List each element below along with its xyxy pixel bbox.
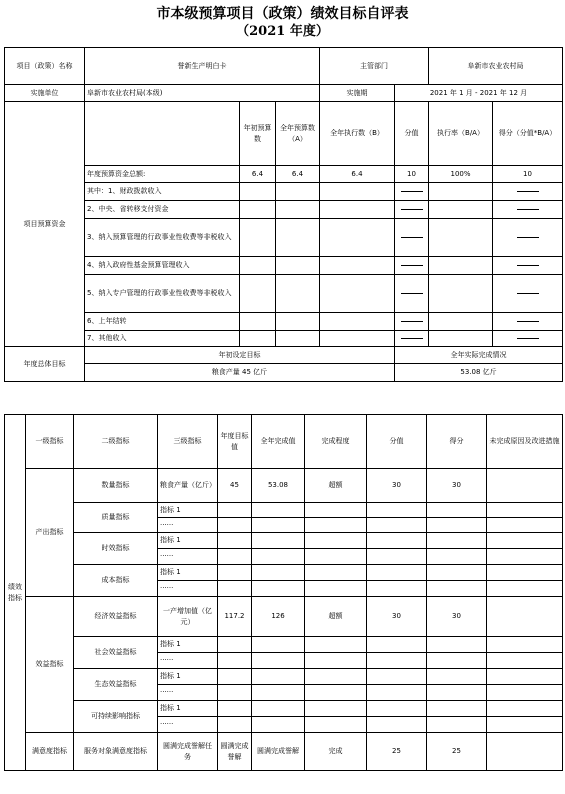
dash [493,201,563,219]
indicator: 指标 1 [158,701,218,717]
initial-goal-value: 粮食产量 45 亿斤 [85,364,395,382]
h-reason: 未完成原因及改进措施 [487,415,563,469]
budget-row-label: 5、纳入专户管理的行政事业性收费等非税收入 [85,275,240,313]
budget-rate: 100% [429,166,493,183]
h-done: 全年完成值 [252,415,305,469]
weight: 30 [367,469,427,503]
target: 45 [218,469,252,503]
satisfaction-label: 满意度指标 [26,733,74,771]
dept: 阜新市农业农村局 [429,48,563,85]
budget-header-blank [85,102,240,166]
budget-executed: 6.4 [320,166,395,183]
col-weight: 分值 [395,102,429,166]
col-score: 得分（分值*B/A） [493,102,563,166]
budget-score: 10 [493,166,563,183]
budget-section-label: 项目预算资金 [5,102,85,347]
page-title: 市本级预算项目（政策）绩效目标自评表 [156,6,409,22]
page-subtitle: （2021 年度） [236,24,329,39]
indicator: 指标 1 [158,503,218,518]
actual-goal-value: 53.08 亿斤 [395,364,563,382]
degree: 超额 [305,597,367,637]
weight: 30 [367,597,427,637]
budget-table [4,47,563,382]
period: 2021 年 1 月 - 2021 年 12 月 [395,85,563,102]
level3: 粮食产量（亿斤） [158,469,218,503]
level3: 一产增加值（亿元） [158,597,218,637]
level2: 时效指标 [74,533,158,565]
weight: 25 [367,733,427,771]
project-name: 誉新生产明白卡 [85,48,320,85]
dash [395,275,429,313]
level2: 社会效益指标 [74,637,158,669]
output-label: 产出指标 [26,469,74,597]
h-level3: 三级指标 [158,415,218,469]
h-target: 年度目标值 [218,415,252,469]
done: 圆满完成誉解 [252,733,305,771]
h-level1: 一级指标 [26,415,74,469]
budget-row-label: 2、中央、省转移支付资金 [85,201,240,219]
h-score: 得分 [427,415,487,469]
dash [493,275,563,313]
dots: ······ [158,581,218,597]
h-weight: 分值 [367,415,427,469]
dash [395,183,429,201]
budget-full: 6.4 [276,166,320,183]
budget-row-label: 7、其他收入 [85,331,240,347]
dots: ······ [158,549,218,565]
dash [395,257,429,275]
degree: 超额 [305,469,367,503]
level3: 圆满完成誉解任务 [158,733,218,771]
dots: ······ [158,518,218,533]
level2: 经济效益指标 [74,597,158,637]
dash [493,183,563,201]
performance-side-label: 绩效指标 [5,415,26,771]
col-executed: 全年执行数（B） [320,102,395,166]
target: 117.2 [218,597,252,637]
level2: 可持续影响指标 [74,701,158,733]
period-label: 实施期 [320,85,395,102]
col-exec-rate: 执行率（B/A） [429,102,493,166]
indicator: 指标 1 [158,637,218,653]
dash [493,331,563,347]
degree: 完成 [305,733,367,771]
budget-weight: 10 [395,166,429,183]
dash [493,219,563,257]
dash [395,201,429,219]
level2: 质量指标 [74,503,158,533]
dash [395,313,429,331]
dash [395,331,429,347]
level2: 生态效益指标 [74,669,158,701]
dash [493,257,563,275]
annual-goal-label: 年度总体目标 [5,347,85,382]
dash [493,313,563,331]
score: 30 [427,597,487,637]
level2: 数量指标 [74,469,158,503]
performance-table [4,414,563,771]
budget-row-label: 4、纳入政府性基金预算管理收入 [85,257,240,275]
budget-row-label: 3、纳入预算管理的行政事业性收费等非税收入 [85,219,240,257]
indicator: 指标 1 [158,565,218,581]
budget-row-label: 年度预算资金总额: [85,166,240,183]
done: 53.08 [252,469,305,503]
dots: ······ [158,685,218,701]
initial-goal-label: 年初设定目标 [85,347,395,364]
score: 25 [427,733,487,771]
budget-row-label: 6、上年结转 [85,313,240,331]
level2: 成本指标 [74,565,158,597]
project-name-label: 项目（政策）名称 [5,48,85,85]
benefit-label: 效益指标 [26,597,74,733]
col-initial: 年初预算数 [240,102,276,166]
score: 30 [427,469,487,503]
indicator: 指标 1 [158,533,218,549]
indicator: 指标 1 [158,669,218,685]
target: 圆满完成誉解 [218,733,252,771]
dash [395,219,429,257]
impl-unit: 阜新市农业农村局(本级) [85,85,320,102]
h-degree: 完成程度 [305,415,367,469]
level2: 服务对象满意度指标 [74,733,158,771]
h-level2: 二级指标 [74,415,158,469]
dots: ······ [158,717,218,733]
budget-row-label: 其中：1、财政拨款收入 [85,183,240,201]
dept-label: 主管部门 [320,48,429,85]
budget-initial: 6.4 [240,166,276,183]
dots: ······ [158,653,218,669]
col-full-year: 全年预算数（A） [276,102,320,166]
actual-goal-label: 全年实际完成情况 [395,347,563,364]
done: 126 [252,597,305,637]
impl-unit-label: 实施单位 [5,85,85,102]
